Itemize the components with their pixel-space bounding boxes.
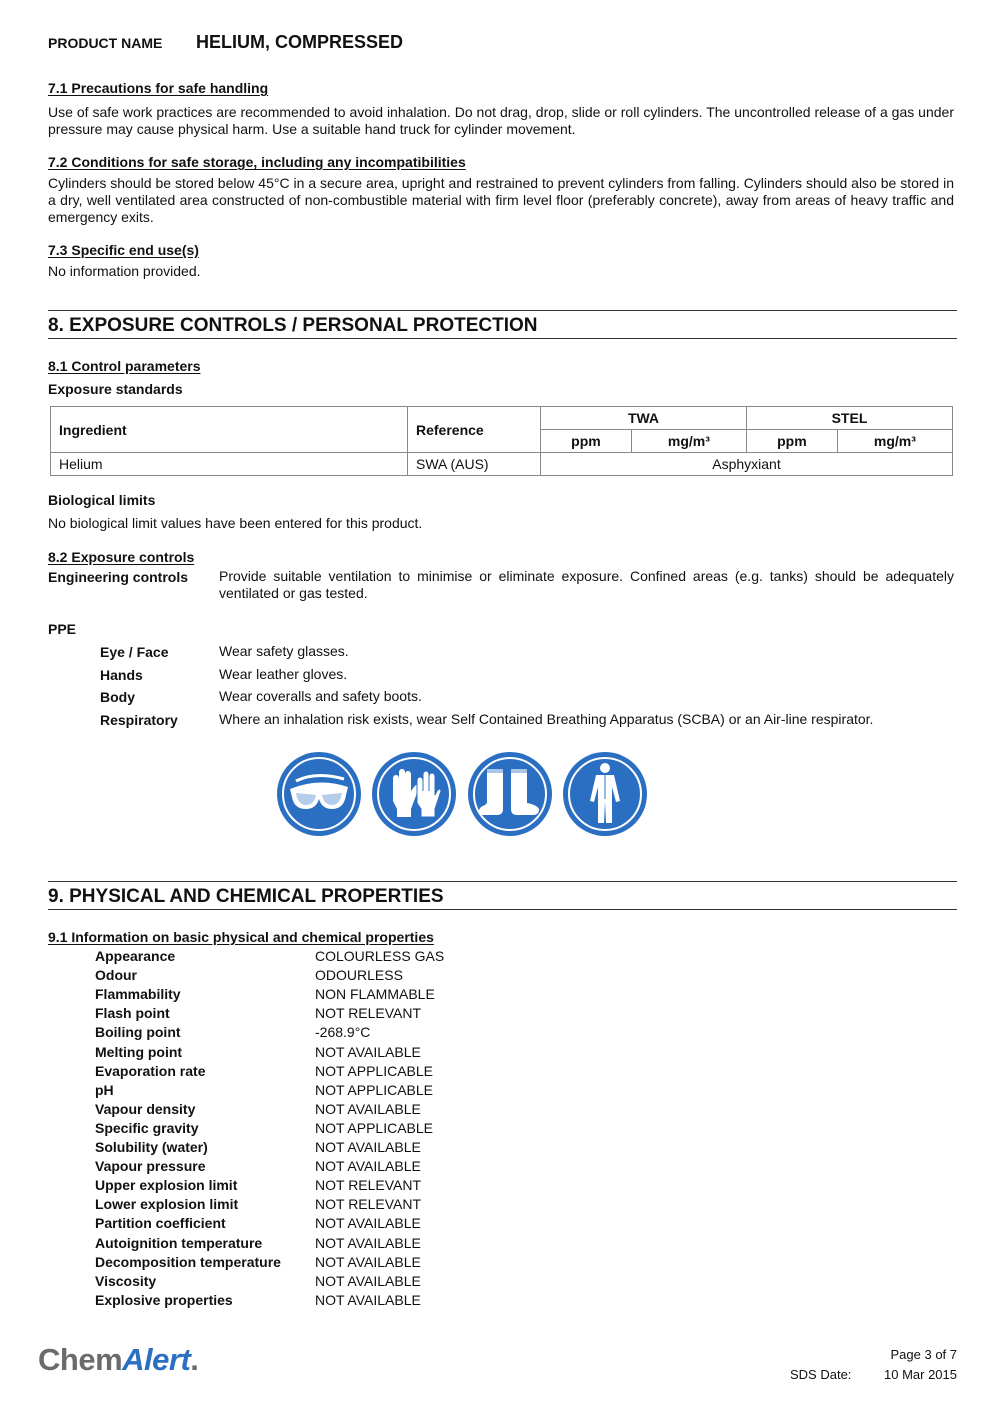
property-value: NOT AVAILABLE xyxy=(315,1292,421,1308)
property-name: Solubility (water) xyxy=(95,1139,208,1155)
subsection-9-1-title: 9.1 Information on basic physical and chemical properties xyxy=(48,929,434,945)
property-value: NOT AVAILABLE xyxy=(315,1158,421,1174)
ppe-label-body: Body xyxy=(100,689,135,705)
property-name: Partition coefficient xyxy=(95,1215,226,1231)
subsection-7-2-title: 7.2 Conditions for safe storage, including any incompatibilities xyxy=(48,154,466,170)
section-9-top-rule xyxy=(48,881,957,882)
subsection-7-1-title: 7.1 Precautions for safe handling xyxy=(48,80,269,96)
col-ingredient: Ingredient xyxy=(51,407,408,453)
section-9-bottom-rule xyxy=(48,909,957,910)
col-reference: Reference xyxy=(408,407,541,453)
property-name: pH xyxy=(95,1082,114,1098)
subsection-8-2-title: 8.2 Exposure controls xyxy=(48,549,195,565)
col-twa: TWA xyxy=(541,407,747,430)
property-name: Boiling point xyxy=(95,1024,181,1040)
property-value: NOT AVAILABLE xyxy=(315,1139,421,1155)
property-value: NOT APPLICABLE xyxy=(315,1120,434,1136)
subsection-7-3-title: 7.3 Specific end use(s) xyxy=(48,242,199,258)
biological-limits-heading: Biological limits xyxy=(48,492,156,508)
table-row xyxy=(51,453,953,476)
property-name: Viscosity xyxy=(95,1273,157,1289)
property-value: -268.9°C xyxy=(315,1024,371,1040)
product-name-value: HELIUM, COMPRESSED xyxy=(196,32,404,52)
property-value: NOT AVAILABLE xyxy=(315,1101,421,1117)
property-name: Odour xyxy=(95,967,137,983)
section-8-bottom-rule xyxy=(48,338,957,339)
property-name: Evaporation rate xyxy=(95,1063,206,1079)
exposure-standards-table xyxy=(50,406,953,476)
gloves-icon xyxy=(371,751,457,837)
cell-ingredient: Helium xyxy=(51,453,408,476)
col-twa-ppm: ppm xyxy=(541,430,632,453)
property-name: Specific gravity xyxy=(95,1120,199,1136)
property-value: NON FLAMMABLE xyxy=(315,986,435,1002)
property-value: NOT APPLICABLE xyxy=(315,1063,434,1079)
product-name-label: PRODUCT NAME xyxy=(48,35,163,51)
property-name: Explosive properties xyxy=(95,1292,233,1308)
engineering-controls-text: Provide suitable ventilation to minimise or eliminate exposure. Confined areas (e.g. tanks) should be adequately ventilated or gas tested. xyxy=(219,568,954,601)
col-stel: STEL xyxy=(746,407,952,430)
section-9-title: 9. PHYSICAL AND CHEMICAL PROPERTIES xyxy=(48,886,444,907)
subsection-7-3-text: No information provided. xyxy=(48,263,201,279)
subsection-8-1-title: 8.1 Control parameters xyxy=(48,358,201,374)
col-stel-ppm: ppm xyxy=(746,430,837,453)
coveralls-icon xyxy=(562,751,648,837)
ppe-heading: PPE xyxy=(48,621,77,637)
ppe-text-hands: Wear leather gloves. xyxy=(219,666,348,682)
logo-chem: Chem xyxy=(38,1342,123,1377)
cell-value: Asphyxiant xyxy=(541,453,953,476)
cell-reference: SWA (AUS) xyxy=(408,453,541,476)
biological-limits-text: No biological limit values have been entered for this product. xyxy=(48,515,423,531)
property-name: Vapour pressure xyxy=(95,1158,206,1174)
property-value: NOT AVAILABLE xyxy=(315,1044,421,1060)
property-name: Flammability xyxy=(95,986,181,1002)
sds-date-value: 10 Mar 2015 xyxy=(884,1367,957,1382)
boots-icon xyxy=(467,751,553,837)
ppe-text-respiratory: Where an inhalation risk exists, wear Self Contained Breathing Apparatus (SCBA) or an Air-line respirator. xyxy=(219,711,874,727)
safety-glasses-icon xyxy=(276,751,362,837)
ppe-text-eye-face: Wear safety glasses. xyxy=(219,643,349,659)
sds-date-label: SDS Date: xyxy=(790,1367,852,1382)
col-stel-mgm3: mg/m³ xyxy=(837,430,952,453)
property-name: Lower explosion limit xyxy=(95,1196,239,1212)
page-number: Page 3 of 7 xyxy=(890,1347,957,1362)
property-name: Melting point xyxy=(95,1044,183,1060)
section-8-top-rule xyxy=(48,310,957,311)
property-value: NOT RELEVANT xyxy=(315,1196,422,1212)
property-value: NOT RELEVANT xyxy=(315,1177,422,1193)
col-twa-mgm3: mg/m³ xyxy=(631,430,746,453)
subsection-7-1-text: Use of safe work practices are recommended to avoid inhalation. Do not drag, drop, slide or roll cylinders. The uncontrolled release of a gas under pressure may cause physical harm. Use a suitable hand truck for cylinder movement. xyxy=(48,104,954,137)
property-name: Vapour density xyxy=(95,1101,196,1117)
property-value: NOT AVAILABLE xyxy=(315,1273,421,1289)
property-name: Decomposition temperature xyxy=(95,1254,281,1270)
section-8-title: 8. EXPOSURE CONTROLS / PERSONAL PROTECTION xyxy=(48,315,538,336)
property-value: ODOURLESS xyxy=(315,967,403,983)
property-value: NOT AVAILABLE xyxy=(315,1215,421,1231)
ppe-label-respiratory: Respiratory xyxy=(100,712,178,728)
ppe-label-eye-face: Eye / Face xyxy=(100,644,169,660)
property-name: Upper explosion limit xyxy=(95,1177,238,1193)
property-value: NOT AVAILABLE xyxy=(315,1235,421,1251)
property-value: NOT AVAILABLE xyxy=(315,1254,421,1270)
property-name: Appearance xyxy=(95,948,176,964)
logo-dot: . xyxy=(190,1342,199,1377)
ppe-label-hands: Hands xyxy=(100,667,143,683)
property-value: NOT APPLICABLE xyxy=(315,1082,434,1098)
property-value: COLOURLESS GAS xyxy=(315,948,445,964)
engineering-controls-label: Engineering controls xyxy=(48,569,189,585)
property-name: Flash point xyxy=(95,1005,170,1021)
subsection-7-2-text: Cylinders should be stored below 45°C in a secure area, upright and restrained to prevent cylinders from falling. Cylinders should also be stored in a dry, well ventilated area constructed of non-combustible material with firm level floor (preferably concrete), away from areas of heavy traffic and emergency exits. xyxy=(48,175,954,225)
property-name: Autoignition temperature xyxy=(95,1235,263,1251)
ppe-text-body: Wear coveralls and safety boots. xyxy=(219,688,422,704)
chemalert-logo xyxy=(38,1342,198,1378)
logo-alert: Alert xyxy=(122,1342,191,1377)
exposure-standards-heading: Exposure standards xyxy=(48,381,183,397)
property-value: NOT RELEVANT xyxy=(315,1005,422,1021)
